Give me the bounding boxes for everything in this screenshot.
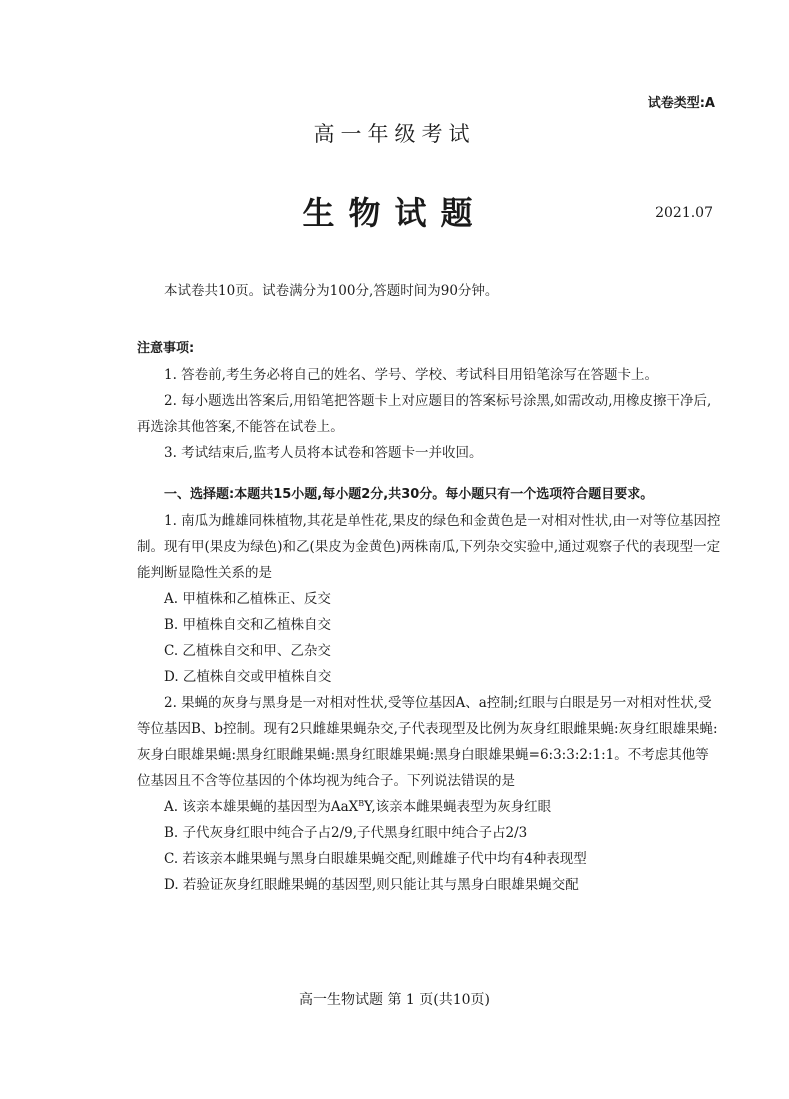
- grade-title: 高一年级考试: [313, 122, 476, 146]
- notice-item-3: 3. 考试结束后,监考人员将本试卷和答题卡一并收回。: [164, 445, 483, 461]
- paper-type-label: 试卷类型:A: [647, 96, 715, 111]
- notice-item-1: 1. 答卷前,考生务必将自己的姓名、学号、学校、考试科目用铅笔涂写在答题卡上。: [164, 367, 658, 383]
- section-heading: 一、选择题:本题共15小题,每小题2分,共30分。每小题只有一个选项符合题目要求。: [164, 487, 654, 502]
- question-1-option-a: A. 甲植株和乙植株正、反交: [164, 591, 331, 607]
- question-2-option-c: C. 若该亲本雌果蝇与黑身白眼雄果蝇交配,则雌雄子代中均有4种表现型: [164, 851, 587, 867]
- page-footer: 高一生物试题 第 1 页(共10页): [299, 992, 490, 1008]
- question-2-stem: 2. 果蝇的灰身与黑身是一对相对性状,受等位基因A、a控制;红眼与白眼是另一对相对性状,受等位基因B、b控制。现有2只雌雄果蝇杂交,子代表现型及比例为灰身红眼雌果蝇:灰身红眼雄果蝇:灰身白眼雄果蝇:黑身红眼雌果蝇:黑身红眼雄果蝇:黑身白眼雄果蝇=6:3:3:2:1:1。不考虑其他等位基因且不含等位基因的个体均视为纯合子。下列说法错误的是: [137, 695, 718, 789]
- question-1-option-d: D. 乙植株自交或甲植株自交: [164, 669, 332, 685]
- question-2-option-a-post: Y,该亲本雌果蝇表型为灰身红眼: [364, 799, 552, 815]
- notice-title: 注意事项:: [137, 341, 195, 356]
- question-2-option-a: [137, 794, 721, 820]
- exam-content: [137, 278, 721, 898]
- question-1-option-b: B. 甲植株自交和乙植株自交: [164, 617, 332, 633]
- subject-title: 生物试题: [302, 194, 487, 232]
- question-1-option-c: C. 乙植株自交和甲、乙杂交: [164, 643, 331, 659]
- question-2-option-d: D. 若验证灰身红眼雌果蝇的基因型,则只能让其与黑身白眼雄果蝇交配: [164, 877, 579, 893]
- notice-item-2: 2. 每小题选出答案后,用铅笔把答题卡上对应题目的答案标号涂黑,如需改动,用橡皮擦干净后,再选涂其他答案,不能答在试卷上。: [137, 393, 712, 435]
- question-2-option-a-pre: A. 该亲本雄果蝇的基因型为AaX: [164, 799, 359, 815]
- question-1-stem: 1. 南瓜为雌雄同株植物,其花是单性花,果皮的绿色和金黄色是一对相对性状,由一对等位基因控制。现有甲(果皮为绿色)和乙(果皮为金黄色)两株南瓜,下列杂交实验中,通过观察子代的表现型一定能判断显隐性关系的是: [137, 513, 721, 581]
- superscript-b: B: [358, 799, 365, 808]
- exam-date: 2021.07: [655, 205, 713, 221]
- intro-text: 本试卷共10页。试卷满分为100分,答题时间为90分钟。: [164, 283, 499, 299]
- question-2-option-b: B. 子代灰身红眼中纯合子占2/9,子代黑身红眼中纯合子占2/3: [164, 825, 528, 841]
